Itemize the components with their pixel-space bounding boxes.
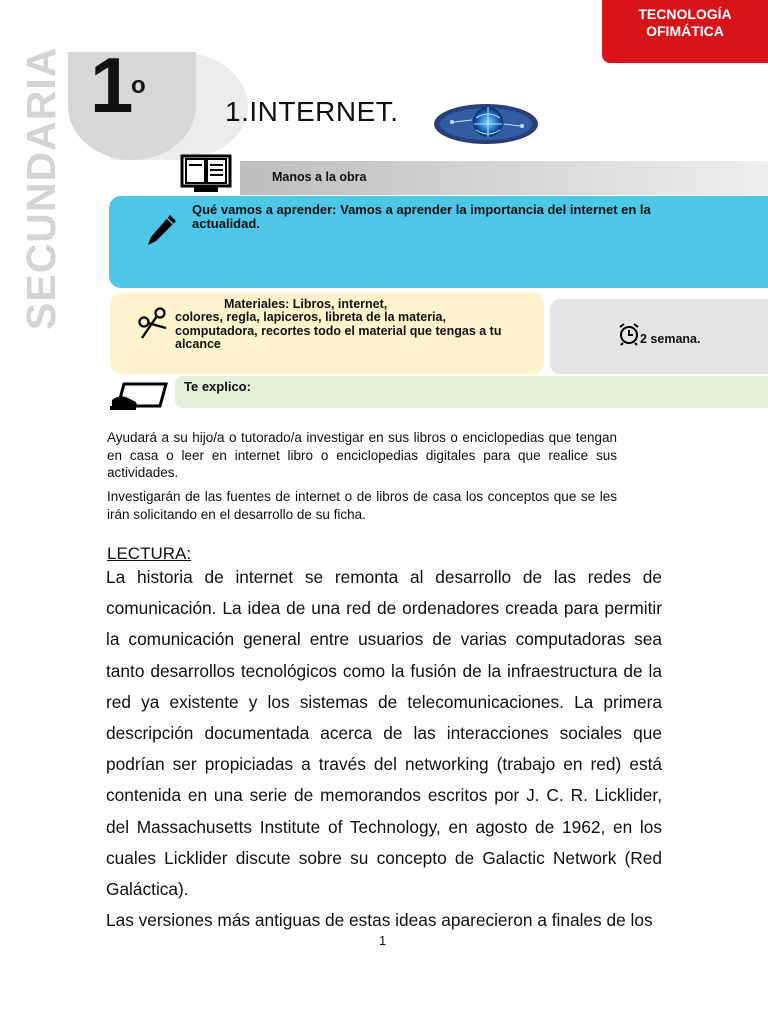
pencil-icon [146,213,178,247]
explain-label: Te explico: [184,379,251,394]
alarm-clock-icon [618,322,640,346]
subject-badge [602,0,768,63]
grade-suffix: o [131,72,146,99]
learning-objective-text: Qué vamos a aprender: Vamos a aprender la importancia del internet en la actualidad. [192,202,651,231]
grade-number: 1 [90,41,134,129]
level-vertical-label: SECUNDARIA [18,46,64,330]
hand-tablet-icon [110,380,170,410]
page-title: 1.INTERNET. [225,96,399,127]
section-label: Manos a la obra [272,170,367,184]
subject-badge-line2: OFIMÁTICA [646,23,724,39]
materials-list: colores, regla, lapiceros, libreta de la materia, computadora, recortes todo el material que tengas a tu alcance [175,310,502,351]
explain-bar [175,376,768,408]
subject-badge-line1: TECNOLOGÍA [638,6,732,22]
reading-body [106,562,662,936]
materials-title: Materiales: Libros, internet, [224,297,388,311]
week-text: 2 semana. [640,332,701,346]
reading-heading: LECTURA: [107,544,192,563]
open-book-icon [180,154,232,194]
reading-paragraph-2: Las versiones más antiguas de estas ideas aparecieron a finales de los [106,910,653,931]
intro-paragraph-1: Ayudará a su hijo/a o tutorado/a investigar en sus libros o enciclopedias que tengan en casa o leer en internet libro o enciclopedias digitales para que realice sus actividades. [107,430,617,480]
globe-network-icon [432,100,540,148]
reading-paragraph-1: La historia de internet se remonta al desarrollo de las redes de comunicación. La idea de una red de ordenadores creada para permitir la comunicación general entre usuarios de varias computadoras sea tanto desarrollos tecnológicos como la fusión de la infraestructura de la red ya existente y los sistemas de telecomunicaciones. La primera descripción documentada acerca de las interacciones sociales que podrían ser propiciadas a través del networking (trabajo en red) está contenida en una serie de memorandos escritos por J. C. R. Licklider, del Massachusetts Institute of Technology, en agosto de 1962, en los cuales Licklider discute sobre su concepto de Galactic Network (Red Galáctica). [106,567,662,900]
intro-paragraph-2: Investigarán de las fuentes de internet o de libros de casa los conceptos que se les irán solicitando en el desarrollo de su ficha. [107,489,617,522]
section-header-bar [240,161,768,195]
scissors-icon [136,306,168,340]
page-number: 1 [379,933,387,948]
